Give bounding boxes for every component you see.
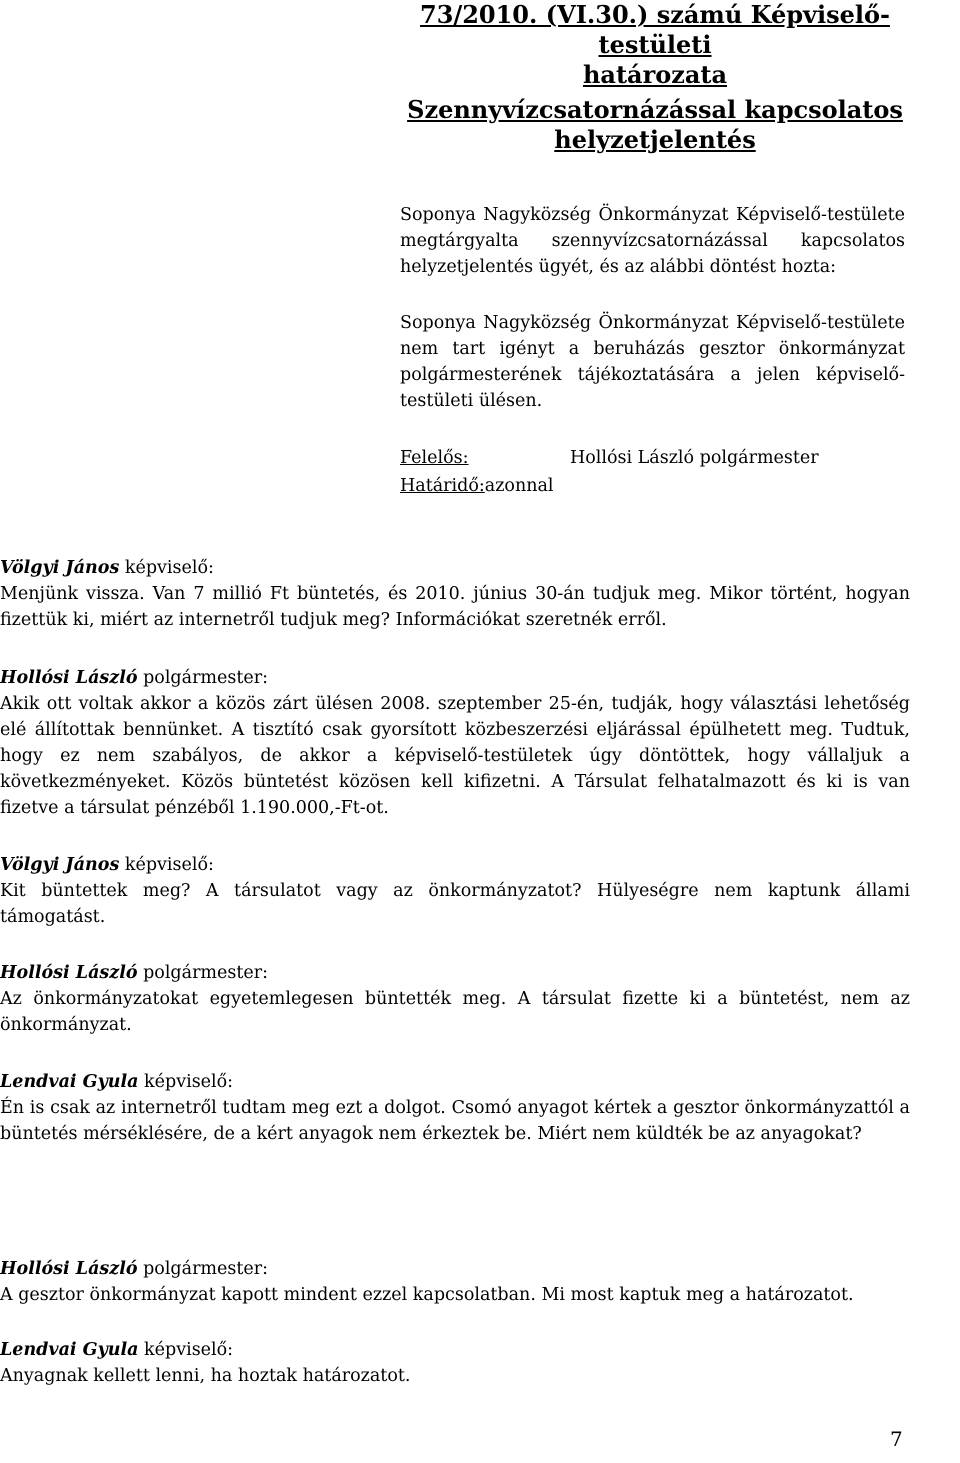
- minutes-entry: [0, 555, 910, 633]
- minutes-entry: [0, 1069, 910, 1147]
- speaker-name: Hollósi László: [0, 1259, 138, 1279]
- speaker-name: Hollósi László: [0, 668, 138, 688]
- deadline-label: Határidő:: [400, 476, 485, 496]
- speech-text: Akik ott voltak akkor a közös zárt ülésen 2008. szeptember 25-én, tudják, hogy választási lehetőség elé állítottak bennünket. A tisztító csak gyorsított közbeszerzési eljárással épülhetett meg. Tudtuk, hogy ez nem szabályos, de akkor a képviselő-testületek úgy döntöttek, hogy vállaljuk a következményeket. Közös büntetést közösen kell kifizetni. A Társulat felhatalmazott és ki is van fizetve a társulat pénzéből 1.190.000,-Ft-ot.: [0, 694, 910, 818]
- responsible-value: Hollósi László polgármester: [570, 448, 819, 468]
- speaker-role: képviselő:: [119, 558, 214, 578]
- speech-text: Az önkormányzatokat egyetemlegesen büntették meg. A társulat fizette ki a büntetést, nem az önkormányzat.: [0, 989, 910, 1035]
- deadline-value: azonnal: [484, 476, 554, 496]
- minutes-entry: [0, 1337, 910, 1389]
- responsible-label: Felelős:: [400, 448, 469, 468]
- speaker-role: képviselő:: [119, 855, 214, 875]
- minutes-entry: [0, 1256, 910, 1308]
- resolution-subject-line2: helyzetjelentés: [554, 125, 756, 154]
- speaker: [0, 1069, 910, 1095]
- speaker-name: Völgyi János: [0, 558, 120, 578]
- speech-text: A gesztor önkormányzat kapott mindent ezzel kapcsolatban. Mi most kaptuk meg a határozatot.: [0, 1285, 854, 1305]
- speaker: [0, 960, 910, 986]
- speaker: [0, 852, 910, 878]
- speaker-role: polgármester:: [137, 668, 269, 688]
- resolution-title-line2: határozata: [582, 60, 728, 89]
- resolution-title-line1: 73/2010. (VI.30.) számú Képviselő-testületi: [420, 0, 890, 59]
- minutes-entry: [0, 960, 910, 1038]
- speaker-role: polgármester:: [137, 1259, 269, 1279]
- resolution-subject: [400, 95, 910, 155]
- speaker: [0, 1337, 910, 1363]
- speaker-name: Lendvai Gyula: [0, 1072, 139, 1092]
- resolution-number: [400, 0, 910, 90]
- speech-text: Kit büntettek meg? A társulatot vagy az önkormányzatot? Hülyeségre nem kaptunk állami támogatást.: [0, 881, 910, 927]
- speech-text: Anyagnak kellett lenni, ha hoztak határozatot.: [0, 1366, 411, 1386]
- resolution-paragraph-1: Soponya Nagyközség Önkormányzat Képviselő-testülete megtárgyalta szennyvízcsatornázással kapcsolatos helyzetjelentés ügyét, és az alábbi döntést hozta:: [400, 205, 905, 277]
- responsible-line: [400, 444, 819, 472]
- speaker-name: Lendvai Gyula: [0, 1340, 139, 1360]
- speaker-role: polgármester:: [137, 963, 269, 983]
- minutes-entry: [0, 665, 910, 821]
- speaker-name: Völgyi János: [0, 855, 120, 875]
- speaker-name: Hollósi László: [0, 963, 138, 983]
- page-number: 7: [890, 1427, 903, 1451]
- speaker: [0, 555, 910, 581]
- speech-text: Menjünk vissza. Van 7 millió Ft büntetés, és 2010. június 30-án tudjuk meg. Mikor történt, hogyan fizettük ki, miért az internetről tudjuk meg? Információkat szeretnék erről.: [0, 584, 910, 630]
- speaker-role: képviselő:: [138, 1072, 234, 1092]
- speaker: [0, 1256, 910, 1282]
- speaker-role: képviselő:: [138, 1340, 234, 1360]
- minutes-entry: [0, 852, 910, 930]
- speech-text: Én is csak az internetről tudtam meg ezt a dolgot. Csomó anyagot kértek a gesztor önkormányzattól a büntetés mérséklésére, de a kért anyagok nem érkeztek be. Miért nem küldték be az anyagokat?: [0, 1098, 910, 1144]
- deadline-line: [400, 472, 554, 500]
- speaker: [0, 665, 910, 691]
- resolution-paragraph-2: Soponya Nagyközség Önkormányzat Képviselő-testülete nem tart igényt a beruházás gesztor önkormányzat polgármesterének tájékoztatására a jelen képviselő-testületi ülésen.: [400, 313, 905, 411]
- resolution-subject-line1: Szennyvízcsatornázással kapcsolatos: [407, 95, 903, 124]
